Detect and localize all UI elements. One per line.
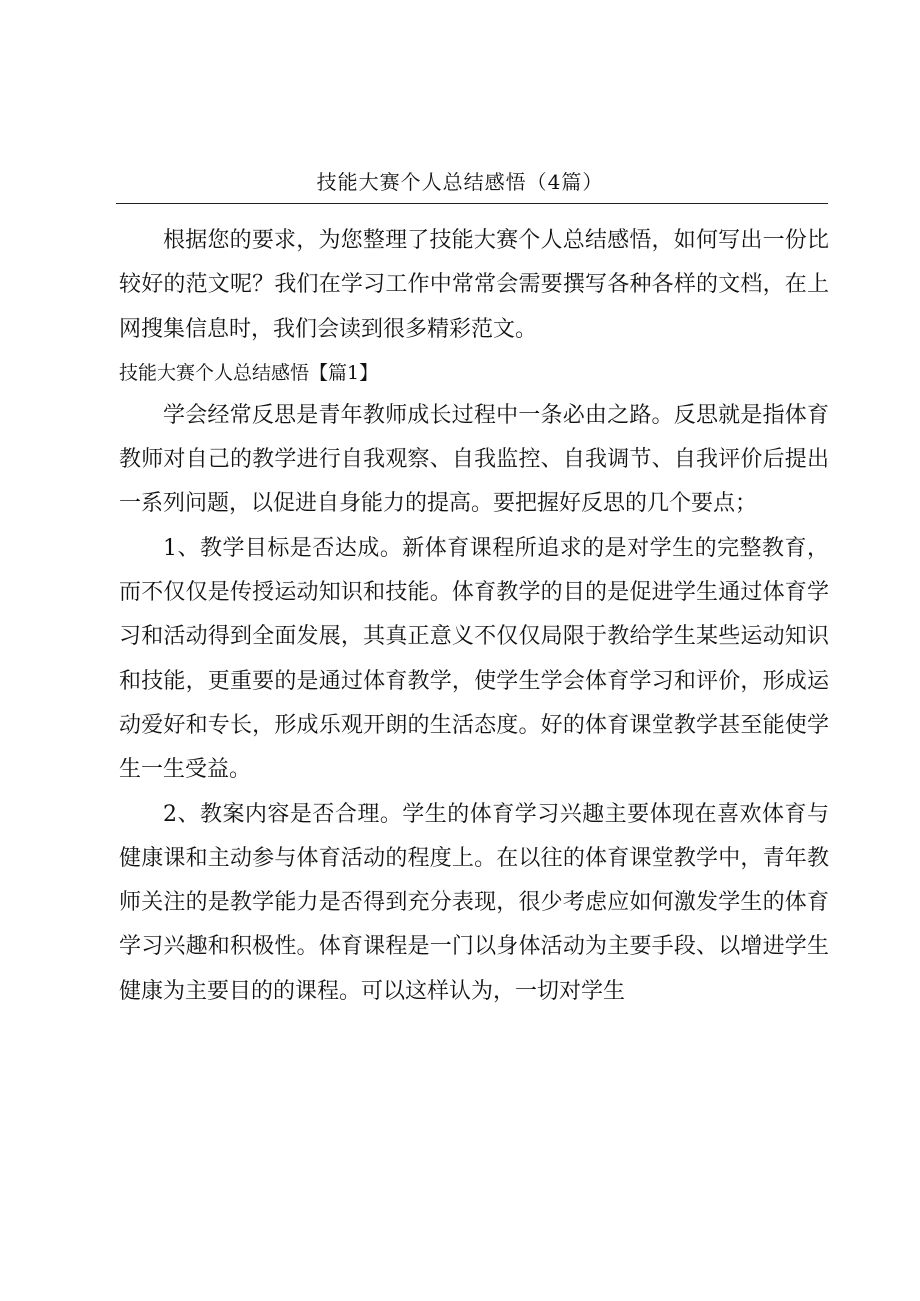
body-paragraph: 学会经常反思是青年教师成长过程中一条必由之路。反思就是指体育教师对自己的教学进行自我观察、自我监控、自我调节、自我评价后提出一系列问题，以促进自身能力的提高。要把握好反思的几个要点；: [119, 402, 829, 517]
document-title: 技能大赛个人总结感悟（4篇）: [316, 170, 604, 194]
body-paragraph: 1、教学目标是否达成。新体育课程所追求的是对学生的完整教育，而不仅仅是传授运动知识和技能。体育教学的目的是促进学生通过体育学习和活动得到全面发展，其真正意义不仅仅局限于教给学生某些运动知识和技能，更重要的是通过体育教学，使学生学会体育学习和评价，形成运动爱好和专长，形成乐观开朗的生活态度。好的体育课堂教学甚至能使学生一生受益。: [119, 535, 829, 783]
body-paragraph: 2、教案内容是否合理。学生的体育学习兴趣主要体现在喜欢体育与健康课和主动参与体育活动的程度上。在以往的体育课堂教学中，青年教师关注的是教学能力是否得到充分表现，很少考虑应如何激发学生的体育学习兴趣和积极性。体育课程是一门以身体活动为主要手段、以增进学生健康为主要目的的课程。可以这样认为，一切对学生: [119, 801, 829, 1004]
title-divider: [116, 203, 828, 204]
intro-paragraph: 根据您的要求，为您整理了技能大赛个人总结感悟，如何写出一份比较好的范文呢？我们在学习工作中常常会需要撰写各种各样的文档，在上网搜集信息时，我们会读到很多精彩范文。: [119, 228, 829, 342]
document-body: [119, 219, 829, 1014]
section-heading: 技能大赛个人总结感悟【篇1】: [119, 361, 379, 384]
